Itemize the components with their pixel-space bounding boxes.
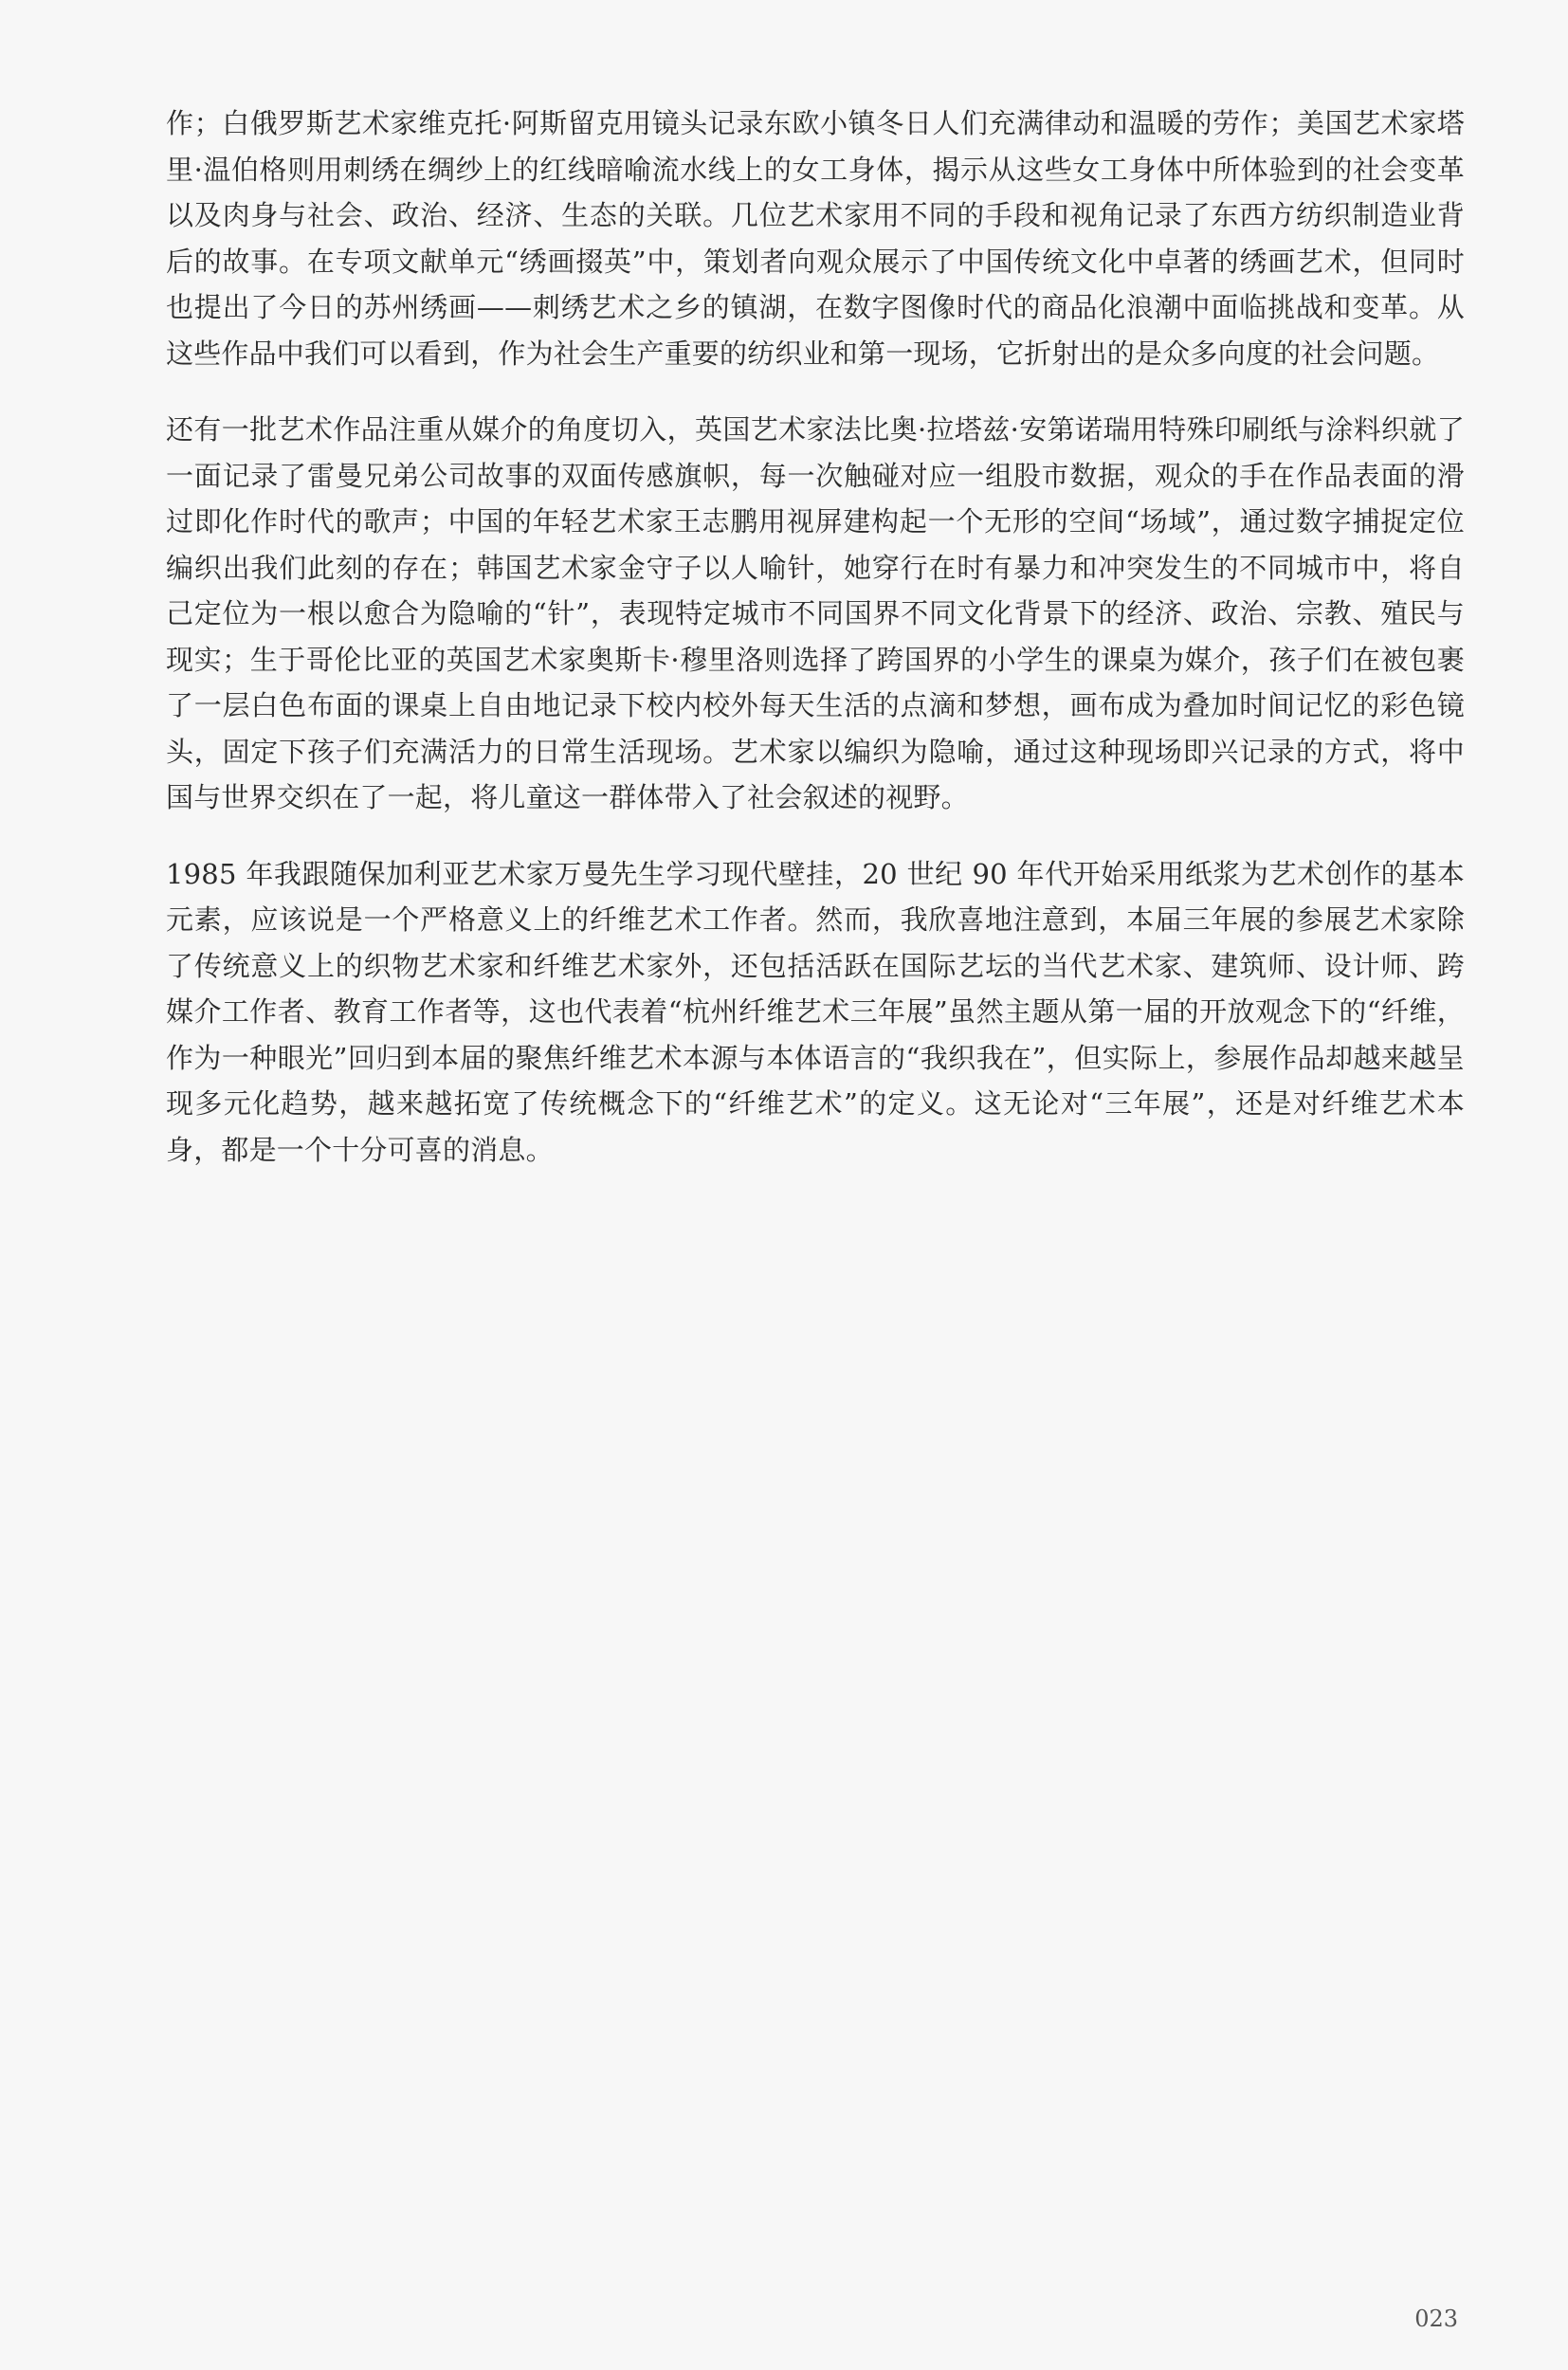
page-number: 023 [1414, 2306, 1458, 2332]
paragraph-2: 还有一批艺术作品注重从媒介的角度切入，英国艺术家法比奥·拉塔兹·安第诺瑞用特殊印刷纸与涂料织就了一面记录了雷曼兄弟公司故事的双面传感旗帜，每一次触碰对应一组股市数据，观众的手在作品表面的滑过即化作时代的歌声；中国的年轻艺术家王志鹏用视屏建构起一个无形的空间“场域”，通过数字捕捉定位编织出我们此刻的存在；韩国艺术家金守子以人喻针，她穿行在时有暴力和冲突发生的不同城市中，将自己定位为一根以愈合为隐喻的“针”，表现特定城市不同国界不同文化背景下的经济、政治、宗教、殖民与现实；生于哥伦比亚的英国艺术家奥斯卡·穆里洛则选择了跨国界的小学生的课桌为媒介，孩子们在被包裹了一层白色布面的课桌上自由地记录下校内校外每天生活的点滴和梦想，画布成为叠加时间记忆的彩色镜头，固定下孩子们充满活力的日常生活现场。艺术家以编织为隐喻，通过这种现场即兴记录的方式，将中国与世界交织在了一起，将儿童这一群体带入了社会叙述的视野。 [166, 413, 1465, 813]
paragraph-1: 作；白俄罗斯艺术家维克托·阿斯留克用镜头记录东欧小镇冬日人们充满律动和温暖的劳作；美国艺术家塔里·温伯格则用刺绣在绸纱上的红线暗喻流水线上的女工身体，揭示从这些女工身体中所体验到的社会变革以及肉身与社会、政治、经济、生态的关联。几位艺术家用不同的手段和视角记录了东西方纺织制造业背后的故事。在专项文献单元“绣画掇英”中，策划者向观众展示了中国传统文化中卓著的绣画艺术，但同时也提出了今日的苏州绣画——刺绣艺术之乡的镇湖，在数字图像时代的商品化浪潮中面临挑战和变革。从这些作品中我们可以看到，作为社会生产重要的纺织业和第一现场，它折射出的是众多向度的社会问题。 [166, 107, 1465, 370]
paragraph-3: 1985 年我跟随保加利亚艺术家万曼先生学习现代壁挂，20 世纪 90 年代开始采用纸浆为艺术创作的基本元素，应该说是一个严格意义上的纤维艺术工作者。然而，我欣喜地注意到，本届三年展的参展艺术家除了传统意义上的织物艺术家和纤维艺术家外，还包括活跃在国际艺坛的当代艺术家、建筑师、设计师、跨媒介工作者、教育工作者等，这也代表着“杭州纤维艺术三年展”虽然主题从第一届的开放观念下的“纤维，作为一种眼光”回归到本届的聚焦纤维艺术本源与本体语言的“我织我在”，但实际上，参展作品却越来越呈现多元化趋势，越来越拓宽了传统概念下的“纤维艺术”的定义。这无论对“三年展”，还是对纤维艺术本身，都是一个十分可喜的消息。 [166, 857, 1465, 1166]
body-text [166, 100, 1465, 1203]
